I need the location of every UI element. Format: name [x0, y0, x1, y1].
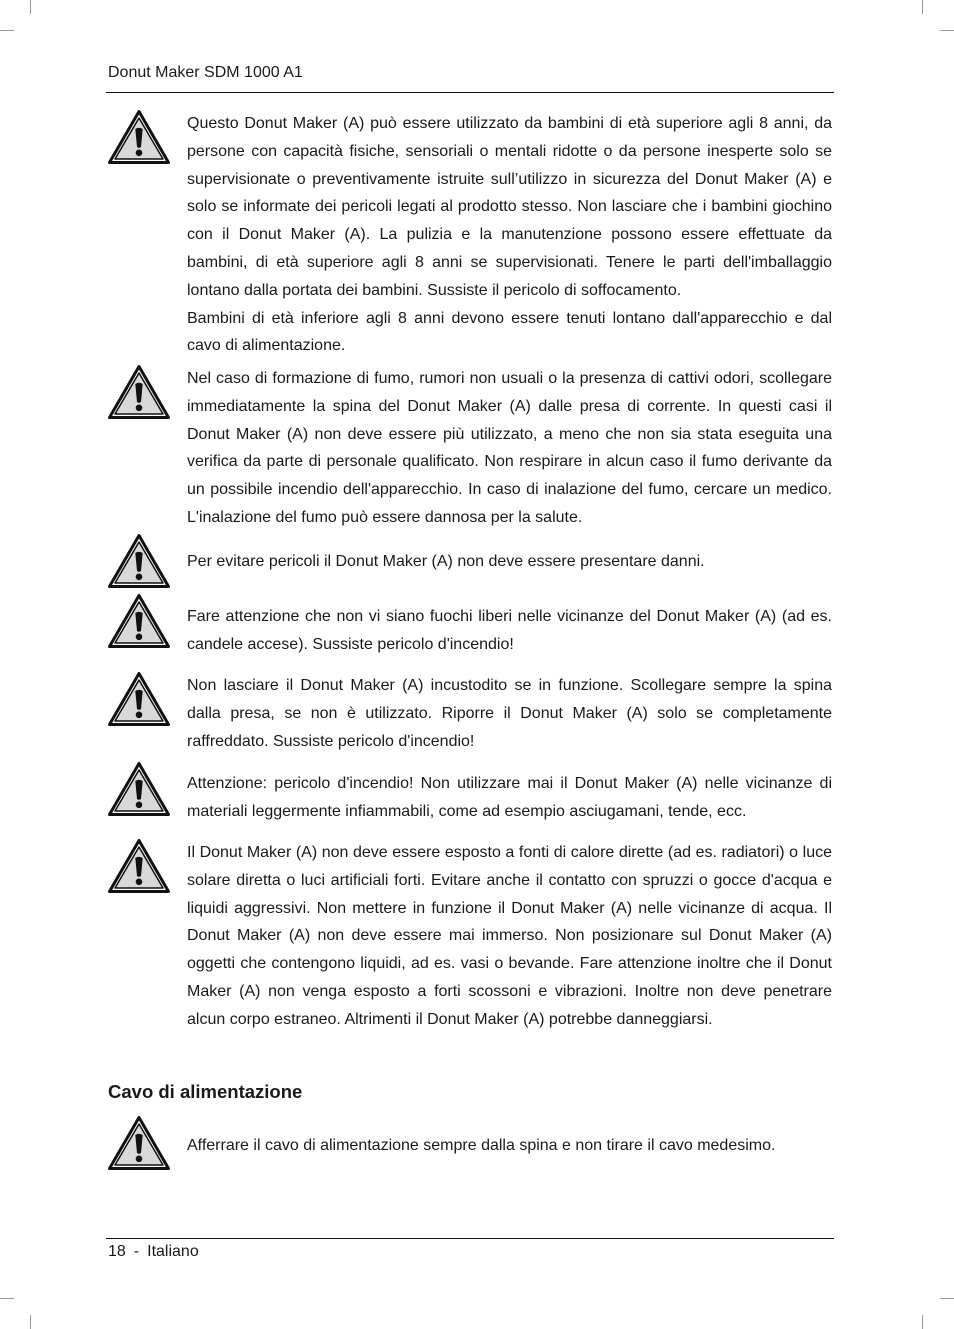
warning-paragraph: Bambini di età inferiore agli 8 anni devono essere tenuti lontano dall'apparecchio e dal cavo di alimentazione.	[187, 309, 832, 355]
warning-text	[187, 839, 832, 1034]
crop-mark	[30, 0, 31, 14]
warning-block	[108, 110, 832, 360]
warning-paragraph: Non lasciare il Donut Maker (A) incustodito se in funzione. Scollegare sempre la spina dalla presa, se non è utilizzato. Riporre il Donut Maker (A) solo se completamente raffreddato. Sussiste pericolo d'incendio!	[187, 677, 832, 750]
page-header-title: Donut Maker SDM 1000 A1	[108, 64, 303, 81]
warning-text	[187, 770, 832, 826]
crop-mark	[922, 0, 923, 14]
crop-mark	[0, 30, 14, 31]
warning-triangle-icon	[108, 839, 170, 893]
warning-block	[108, 365, 832, 532]
warning-block	[108, 548, 832, 576]
page-footer	[108, 1243, 199, 1261]
warning-paragraph: Afferrare il cavo di alimentazione sempre dalla spina e non tirare il cavo medesimo.	[187, 1137, 776, 1154]
footer-rule	[106, 1238, 834, 1239]
warning-paragraph: Nel caso di formazione di fumo, rumori non usuali o la presenza di cattivi odori, scollegare immediatamente la spina del Donut Maker (A) dalle presa di corrente. In questi casi il Donut Maker (A) non deve essere più utilizzato, a meno che non sia stata eseguita una verifica da parte di personale qualificato. Non respirare in alcun caso il fumo derivante da un possibile incendio dell'apparecchio. In caso di inalazione del fumo, cercare un medico. L'inalazione del fumo può essere dannosa per la salute.	[187, 370, 832, 526]
footer-language: Italiano	[147, 1243, 199, 1260]
warning-paragraph: Questo Donut Maker (A) può essere utilizzato da bambini di età superiore agli 8 anni, da persone con capacità fisiche, sensoriali o mentali ridotte o da persone inesperte solo se supervisionate o preventivamente istruite sull’utilizzo in sicurezza del Donut Maker (A) e solo se informate dei pericoli legati al prodotto stesso. Non lasciare che i bambini giochino con il Donut Maker (A). La pulizia e la manutenzione possono essere effettuate da bambini, di età superiore agli 8 anni se supervisionati. Tenere le parti dell'imballaggio lontano dalla portata dei bambini. Sussiste il pericolo di soffocamento.	[187, 115, 832, 299]
crop-mark	[922, 1315, 923, 1329]
warning-block	[108, 770, 832, 826]
warning-paragraph: Attenzione: pericolo d'incendio! Non utilizzare mai il Donut Maker (A) nelle vicinanze di materiali leggermente infiammabili, come ad esempio asciugamani, tende, ecc.	[187, 775, 832, 820]
section-heading: Cavo di alimentazione	[108, 1081, 303, 1102]
warning-triangle-icon	[108, 534, 170, 588]
warning-text	[187, 110, 832, 360]
warning-triangle-icon	[108, 365, 170, 419]
warning-triangle-icon	[108, 672, 170, 726]
warning-block	[108, 603, 832, 659]
warning-triangle-icon	[108, 594, 170, 648]
warning-paragraph: Fare attenzione che non vi siano fuochi liberi nelle vicinanze del Donut Maker (A) (ad es. candele accese). Sussiste pericolo d'incendio!	[187, 608, 832, 653]
warning-text	[187, 365, 832, 532]
warning-triangle-icon	[108, 1116, 170, 1170]
page-number: 18	[108, 1243, 126, 1260]
warning-block	[108, 839, 832, 1034]
crop-mark	[0, 1298, 14, 1299]
warning-text	[187, 603, 832, 659]
warning-paragraph: Il Donut Maker (A) non deve essere esposto a fonti di calore dirette (ad es. radiatori) o luce solare diretta o luci artificiali forti. Evitare anche il contatto con spruzzi o gocce d'acqua e liquidi aggressivi. Non mettere in funzione il Donut Maker (A) nelle vicinanze di acqua. Il Donut Maker (A) non deve essere mai immerso. Non posizionare sul Donut Maker (A) oggetti che contengono liquidi, ad es. vasi o bevande. Fare attenzione inoltre che il Donut Maker (A) non venga esposto a forti scossoni e vibrazioni. Inoltre non deve penetrare alcun corpo estraneo. Altrimenti il Donut Maker (A) potrebbe danneggiarsi.	[187, 844, 832, 1028]
crop-mark	[940, 30, 954, 31]
warning-text	[187, 672, 832, 755]
warning-block	[108, 1132, 832, 1160]
header-rule	[106, 92, 834, 93]
crop-mark	[940, 1298, 954, 1299]
footer-separator: -	[133, 1243, 140, 1260]
crop-mark	[30, 1315, 31, 1329]
warning-triangle-icon	[108, 110, 170, 164]
warning-text	[187, 1132, 832, 1160]
warning-triangle-icon	[108, 762, 170, 816]
warning-text	[187, 548, 832, 576]
warning-paragraph: Per evitare pericoli il Donut Maker (A) non deve essere presentare danni.	[187, 553, 705, 570]
warning-block	[108, 672, 832, 755]
